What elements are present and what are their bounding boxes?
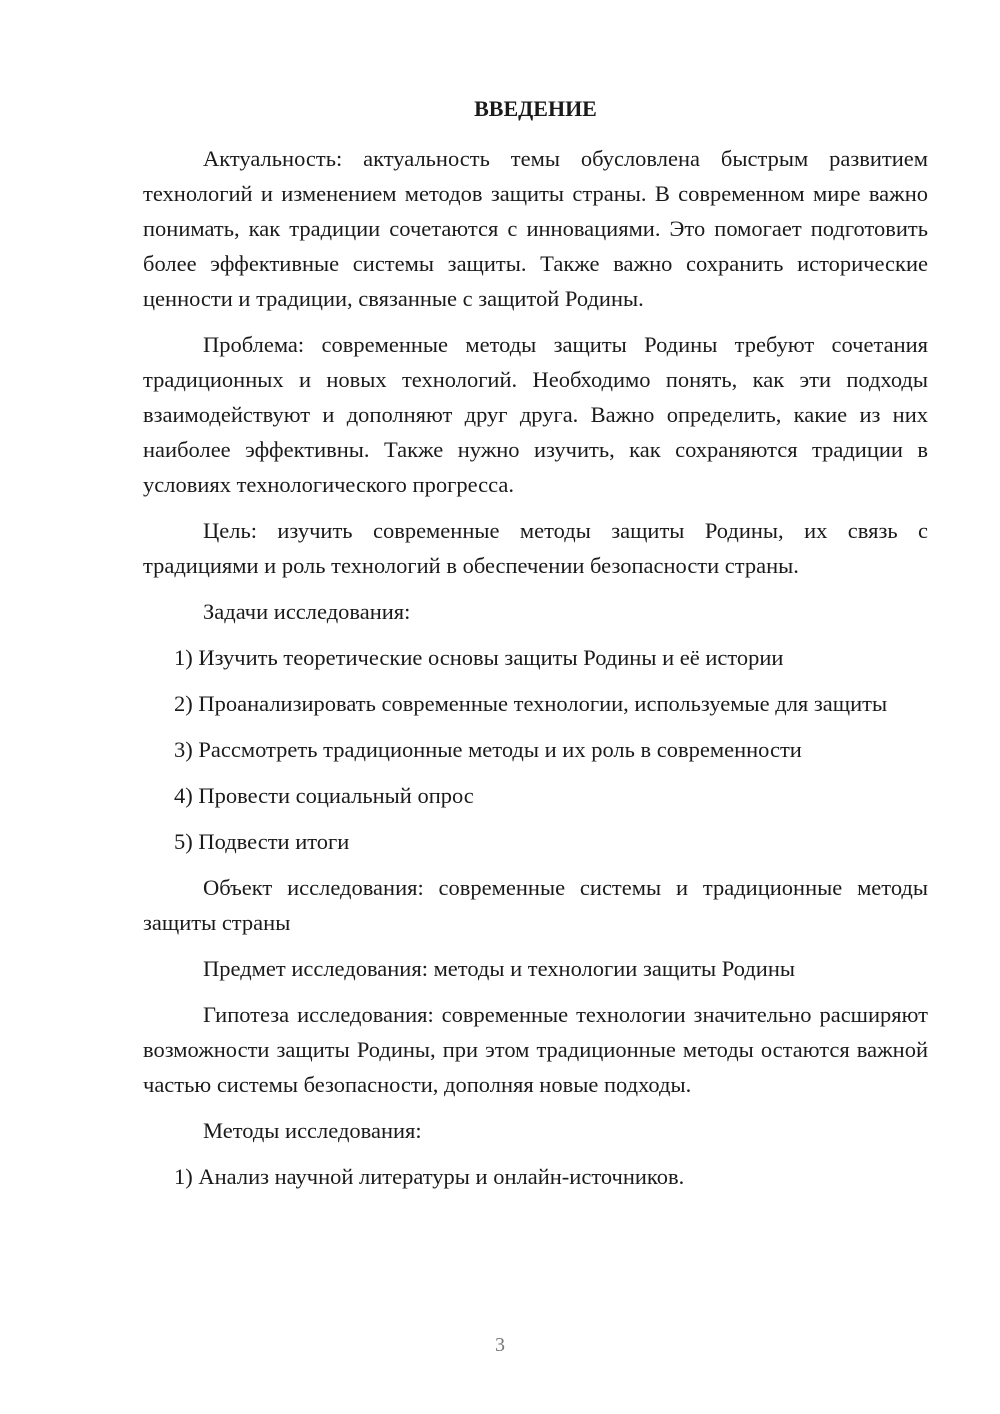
task-item-4: 4) Провести социальный опрос xyxy=(174,783,474,808)
task-item-5: 5) Подвести итоги xyxy=(174,829,350,854)
problem-paragraph: Проблема: современные методы защиты Родины требуют сочетания традиционных и новых технологий. Необходимо понять, как эти подходы взаимодействуют и дополняют друг друга. Важно определить, какие из них наиболее эффективны. Также нужно изучить, как сохраняются традиции в условиях технологического прогресса. xyxy=(143,332,928,497)
method-item-1: 1) Анализ научной литературы и онлайн-источников. xyxy=(174,1164,685,1189)
relevance-paragraph: Актуальность: актуальность темы обусловлена быстрым развитием технологий и изменением методов защиты страны. В современном мире важно понимать, как традиции сочетаются с инновациями. Это помогает подготовить более эффективные системы защиты. Также важно сохранить исторические ценности и традиции, связанные с защитой Родины. xyxy=(143,146,928,311)
goal-paragraph: Цель: изучить современные методы защиты Родины, их связь с традициями и роль технологий в обеспечении безопасности страны. xyxy=(143,518,928,578)
document-page xyxy=(143,94,928,1205)
tasks-heading: Задачи исследования: xyxy=(203,599,411,624)
page-number: 3 xyxy=(495,1334,505,1356)
task-item-2: 2) Проанализировать современные технологии, используемые для защиты xyxy=(174,691,888,716)
object-paragraph: Объект исследования: современные системы и традиционные методы защиты страны xyxy=(143,875,928,935)
task-item-3: 3) Рассмотреть традиционные методы и их роль в современности xyxy=(174,737,802,762)
task-item-1: 1) Изучить теоретические основы защиты Родины и её истории xyxy=(174,645,784,670)
subject-paragraph: Предмет исследования: методы и технологии защиты Родины xyxy=(203,956,795,981)
page-title: ВВЕДЕНИЕ xyxy=(474,96,597,121)
methods-heading: Методы исследования: xyxy=(203,1118,422,1143)
hypothesis-paragraph: Гипотеза исследования: современные технологии значительно расширяют возможности защиты Родины, при этом традиционные методы остаются важной частью системы безопасности, дополняя новые подходы. xyxy=(143,1002,928,1097)
